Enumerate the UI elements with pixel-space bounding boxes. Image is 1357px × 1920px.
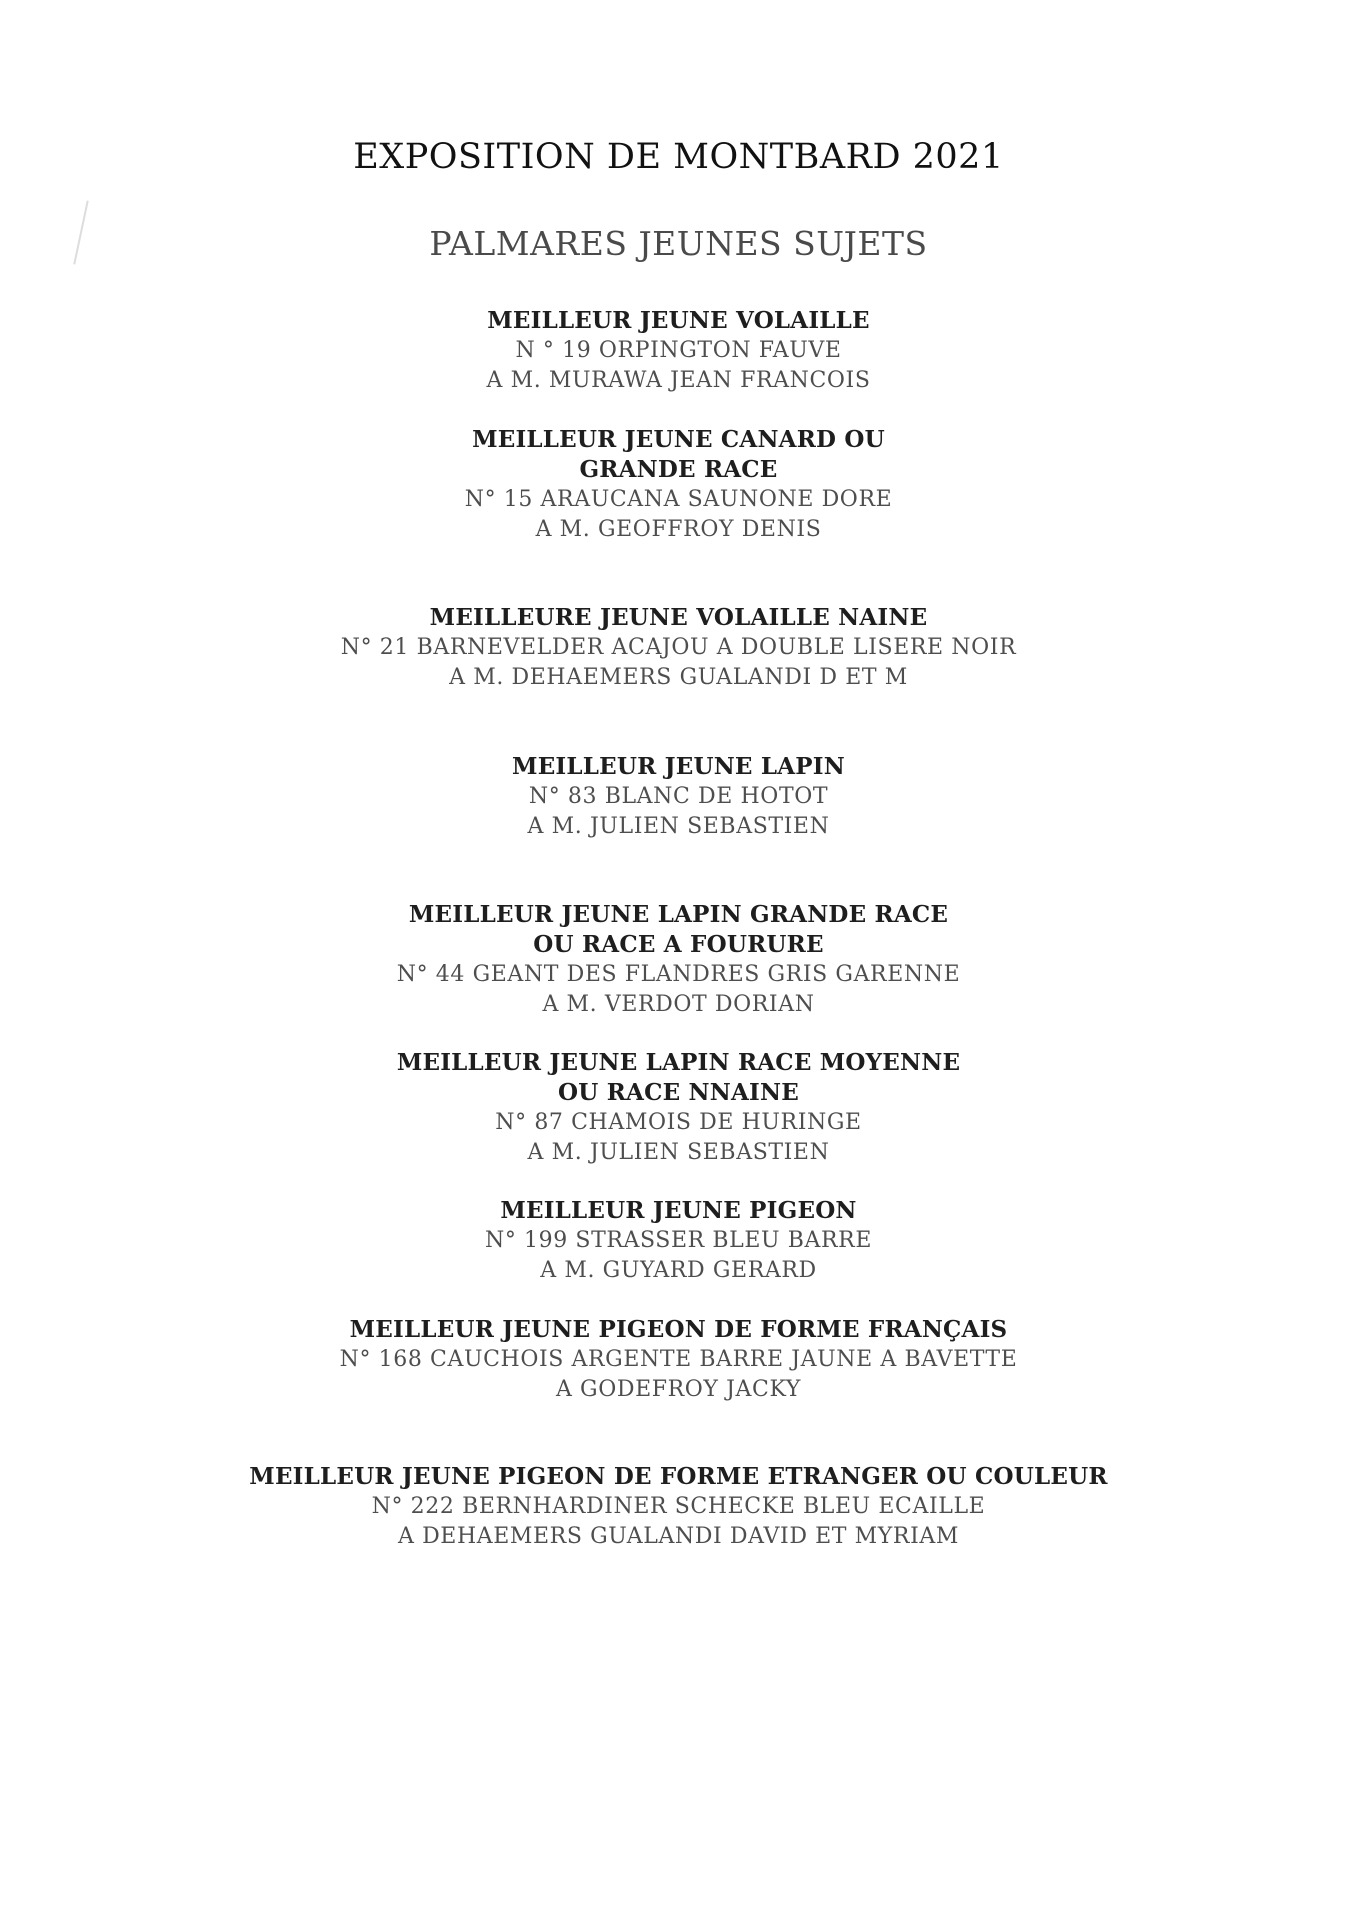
award-block-meilleur-jeune-lapin: [0, 752, 1357, 842]
award-winner: A M. GUYARD GERARD: [540, 1258, 817, 1283]
award-heading: MEILLEUR JEUNE PIGEON DE FORME FRANÇAIS: [349, 1316, 1008, 1343]
award-block-meilleur-jeune-volaille: [0, 306, 1357, 396]
award-heading: MEILLEURE JEUNE VOLAILLE NAINE: [429, 604, 928, 631]
award-entry: N° 222 BERNHARDINER SCHECKE BLEU ECAILLE: [371, 1494, 986, 1519]
award-block-meilleur-jeune-pigeon-forme-francais: [0, 1315, 1357, 1405]
award-heading: MEILLEUR JEUNE LAPIN GRANDE RACE: [408, 901, 949, 928]
award-entry: N° 21 BARNEVELDER ACAJOU A DOUBLE LISERE NOIR: [340, 635, 1017, 660]
award-block-meilleur-jeune-canard: [0, 425, 1357, 545]
award-winner: A M. DEHAEMERS GUALANDI D ET M: [449, 665, 908, 690]
award-entry: N ° 19 ORPINGTON FAUVE: [515, 338, 842, 363]
award-entry: N° 87 CHAMOIS DE HURINGE: [495, 1110, 862, 1135]
award-winner: A GODEFROY JACKY: [555, 1377, 802, 1402]
award-winner: A M. JULIEN SEBASTIEN: [527, 814, 830, 839]
award-block-meilleur-jeune-lapin-race-moyenne: [0, 1048, 1357, 1168]
award-winner: A M. VERDOT DORIAN: [542, 992, 815, 1017]
award-heading-continued: GRANDE RACE: [579, 456, 778, 483]
award-winner: A M. JULIEN SEBASTIEN: [527, 1140, 830, 1165]
award-entry: N° 15 ARAUCANA SAUNONE DORE: [464, 487, 893, 512]
award-heading: MEILLEUR JEUNE PIGEON DE FORME ETRANGER OU COULEUR: [249, 1463, 1108, 1490]
award-entry: N° 44 GEANT DES FLANDRES GRIS GARENNE: [396, 962, 961, 987]
award-entry: N° 199 STRASSER BLEU BARRE: [484, 1228, 872, 1253]
page-title: EXPOSITION DE MONTBARD 2021: [353, 137, 1004, 177]
page-subtitle: PALMARES JEUNES SUJETS: [429, 224, 928, 263]
award-entry: N° 83 BLANC DE HOTOT: [528, 784, 829, 809]
award-heading: MEILLEUR JEUNE CANARD OU: [472, 426, 885, 453]
award-winner: A M. MURAWA JEAN FRANCOIS: [486, 368, 871, 393]
award-heading: MEILLEUR JEUNE PIGEON: [500, 1197, 857, 1224]
award-entry: N° 168 CAUCHOIS ARGENTE BARRE JAUNE A BAVETTE: [339, 1347, 1018, 1372]
award-winner: A DEHAEMERS GUALANDI DAVID ET MYRIAM: [397, 1524, 959, 1549]
award-heading: MEILLEUR JEUNE VOLAILLE: [487, 307, 870, 334]
award-heading-continued: OU RACE A FOURURE: [533, 931, 824, 958]
award-heading: MEILLEUR JEUNE LAPIN: [512, 753, 845, 780]
award-heading: MEILLEUR JEUNE LAPIN RACE MOYENNE: [396, 1049, 961, 1076]
award-block-meilleur-jeune-pigeon-forme-etranger: [0, 1462, 1357, 1552]
award-block-meilleur-jeune-lapin-grande-race: [0, 900, 1357, 1020]
award-heading-continued: OU RACE NNAINE: [558, 1079, 799, 1106]
award-winner: A M. GEOFFROY DENIS: [535, 517, 822, 542]
award-block-meilleur-jeune-pigeon: [0, 1196, 1357, 1286]
award-block-meilleure-jeune-volaille-naine: [0, 603, 1357, 693]
